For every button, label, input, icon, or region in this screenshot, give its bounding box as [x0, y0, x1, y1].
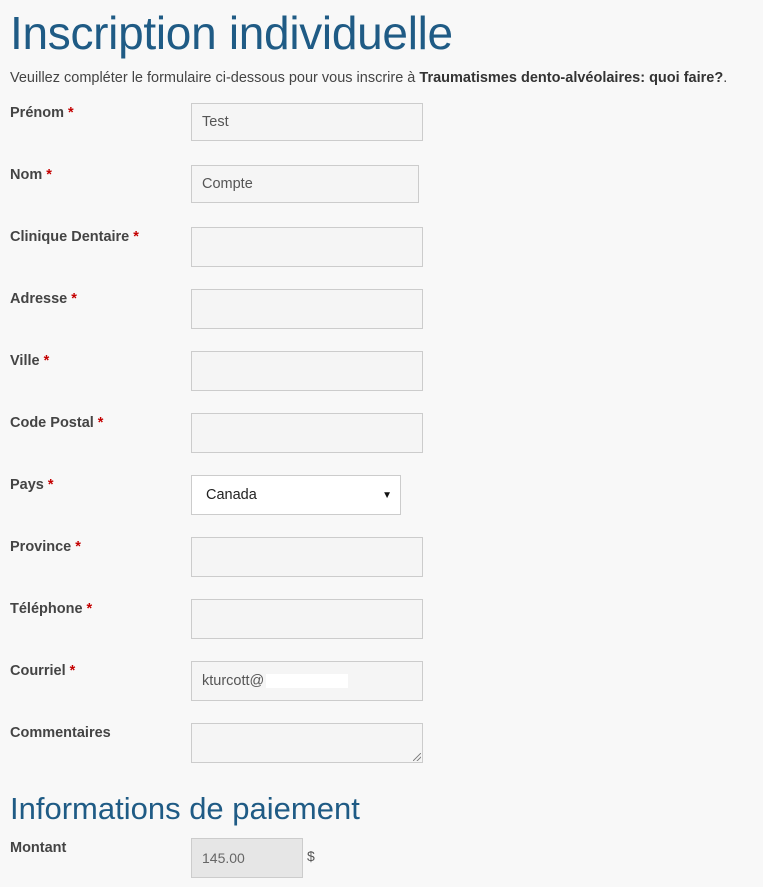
- required-mark: *: [75, 539, 81, 555]
- label-telephone-text: Téléphone: [10, 601, 83, 617]
- label-clinique-text: Clinique Dentaire: [10, 229, 130, 245]
- label-code-postal: [10, 415, 103, 431]
- courriel-input[interactable]: [191, 661, 423, 701]
- label-courriel-text: Courriel: [10, 663, 66, 679]
- pays-selected-value: Canada: [206, 487, 257, 503]
- label-nom-text: Nom: [10, 167, 43, 183]
- adresse-input[interactable]: [191, 289, 423, 329]
- payment-section-title: Informations de paiement: [10, 791, 360, 826]
- nom-input[interactable]: [191, 165, 419, 203]
- resize-handle-icon[interactable]: [413, 753, 421, 761]
- currency-symbol: $: [307, 848, 315, 864]
- chevron-down-icon: ▼: [382, 489, 392, 501]
- courriel-value: kturcott@: [202, 673, 265, 689]
- label-clinique: [10, 229, 139, 245]
- telephone-input[interactable]: [191, 599, 423, 639]
- intro-text: [10, 68, 727, 88]
- required-mark: *: [86, 601, 93, 617]
- required-mark: *: [43, 353, 50, 369]
- label-montant: Montant: [10, 840, 67, 856]
- montant-value: 145.00: [202, 850, 245, 866]
- label-pays: [10, 477, 54, 493]
- montant-input: [191, 838, 303, 878]
- commentaires-textarea[interactable]: [191, 723, 423, 763]
- required-mark: *: [69, 663, 76, 679]
- label-adresse-text: Adresse: [10, 291, 68, 307]
- course-name: Traumatismes dento-alvéolaires: quoi faire?: [419, 70, 724, 86]
- label-prenom: [10, 105, 74, 121]
- required-mark: *: [133, 229, 139, 245]
- required-mark: *: [97, 415, 104, 431]
- label-courriel: [10, 663, 75, 679]
- label-commentaires: Commentaires: [10, 725, 111, 741]
- pays-select[interactable]: [191, 475, 401, 515]
- label-ville-text: Ville: [10, 353, 40, 369]
- intro-prefix: Veuillez compléter le formulaire ci-dessous pour vous inscrire à: [10, 70, 420, 86]
- required-mark: *: [71, 291, 77, 307]
- required-mark: *: [46, 167, 52, 183]
- clinique-input[interactable]: [191, 227, 423, 267]
- label-adresse: [10, 291, 77, 307]
- redaction-block: [266, 674, 348, 688]
- label-prenom-text: Prénom: [10, 105, 64, 121]
- label-ville: [10, 353, 49, 369]
- label-province: [10, 539, 81, 555]
- label-nom: [10, 167, 52, 183]
- province-input[interactable]: [191, 537, 423, 577]
- page-title: Inscription individuelle: [10, 7, 453, 59]
- intro-suffix: .: [723, 70, 728, 86]
- label-code-postal-text: Code Postal: [10, 415, 94, 431]
- label-pays-text: Pays: [10, 477, 44, 493]
- code-postal-input[interactable]: [191, 413, 423, 453]
- label-telephone: [10, 601, 92, 617]
- prenom-input[interactable]: [191, 103, 423, 141]
- label-province-text: Province: [10, 539, 72, 555]
- ville-input[interactable]: [191, 351, 423, 391]
- required-mark: *: [68, 105, 74, 121]
- required-mark: *: [47, 477, 54, 493]
